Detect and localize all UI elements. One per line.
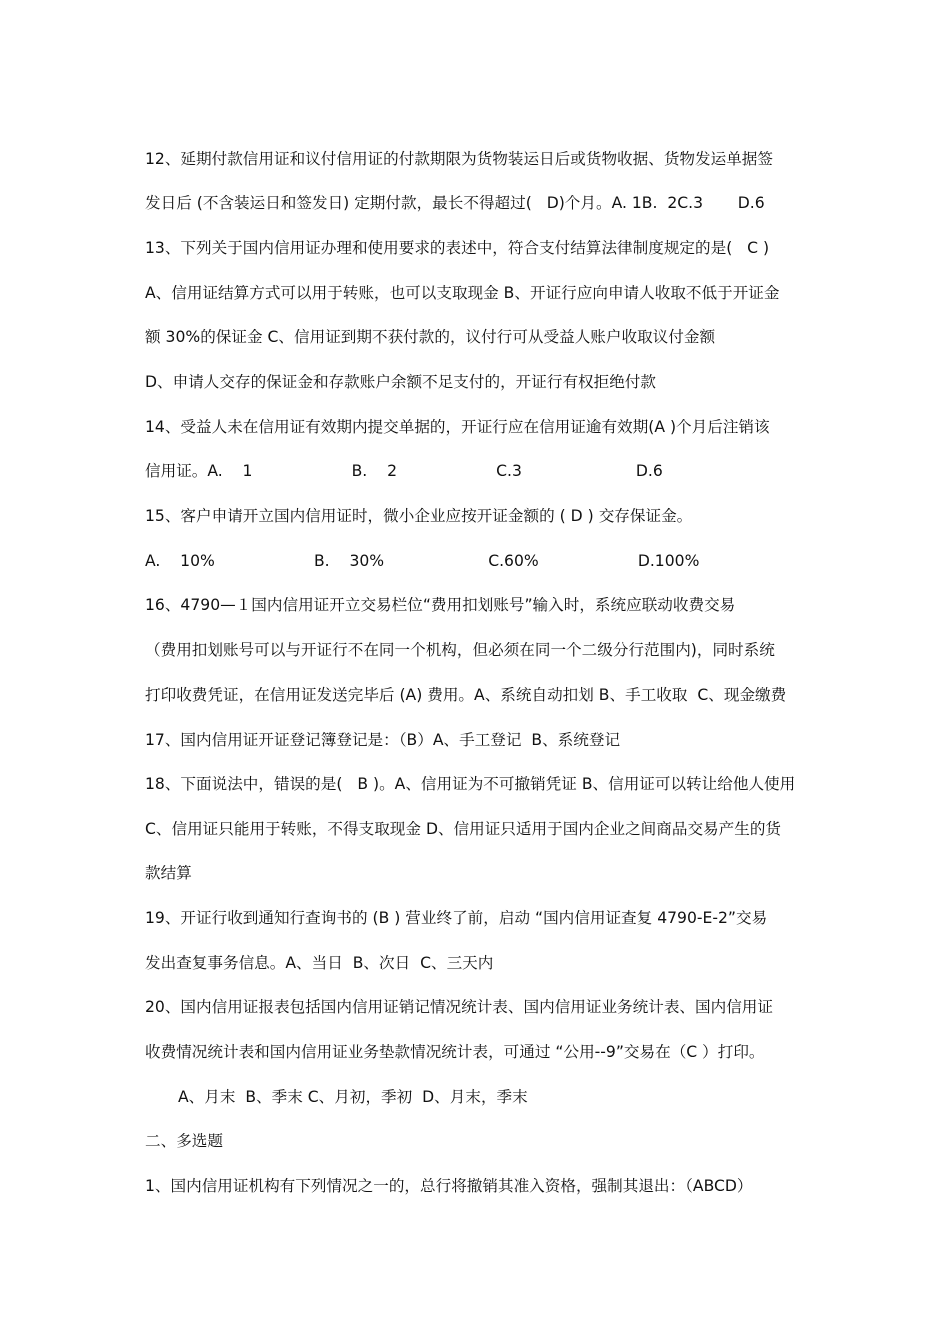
text-line-q18-a: 18、下面说法中，错误的是( B )。A、信用证为不可撤销凭证 B、信用证可以转让给他人使用 xyxy=(145,775,796,793)
text-line-q15-b: A. 10% B. 30% C.60% D.100% xyxy=(145,552,700,570)
text-line-q15-a: 15、客户申请开立国内信用证时，微小企业应按开证金额的 ( D ) 交存保证金。 xyxy=(145,507,693,525)
text-line-q12-b: 发日后 (不含装运日和签发日) 定期付款，最长不得超过( D)个月。A. 1B. 2C.3 D.6 xyxy=(145,194,765,212)
text-line-q14-b: 信用证。A. 1 B. 2 C.3 D.6 xyxy=(145,462,663,480)
text-line-q17: 17、国内信用证开证登记簿登记是：（B）A、手工登记 B、系统登记 xyxy=(145,731,621,749)
text-line-q16-c: 打印收费凭证，在信用证发送完毕后 (A) 费用。A、系统自动扣划 B、手工收取 C、现金缴费 xyxy=(145,686,787,704)
text-line-q14-a: 14、受益人未在信用证有效期内提交单据的，开证行应在信用证逾有效期(A )个月后注销该 xyxy=(145,418,770,436)
text-line-q18-c: 款结算 xyxy=(145,864,192,882)
text-line-q13-d: D、申请人交存的保证金和存款账户余额不足支付的，开证行有权拒绝付款 xyxy=(145,373,657,391)
text-line-q16-b: （费用扣划账号可以与开证行不在同一个机构，但必须在同一个二级分行范围内)，同时系统 xyxy=(145,641,775,659)
text-line-mc-q1: 1、国内信用证机构有下列情况之一的，总行将撤销其准入资格，强制其退出：（ABCD） xyxy=(145,1177,753,1195)
text-line-q20-a: 20、国内信用证报表包括国内信用证销记情况统计表、国内信用证业务统计表、国内信用证 xyxy=(145,998,773,1016)
text-line-q12-a: 12、延期付款信用证和议付信用证的付款期限为货物装运日后或货物收据、货物发运单据签 xyxy=(145,150,773,168)
text-line-q19-a: 19、开证行收到通知行查询书的 (B ) 营业终了前，启动 “国内信用证查复 4790-E-2”交易 xyxy=(145,909,768,927)
text-line-q13-a: 13、下列关于国内信用证办理和使用要求的表述中，符合支付结算法律制度规定的是( C ) xyxy=(145,239,770,257)
text-line-q13-b: A、信用证结算方式可以用于转账，也可以支取现金 B、开证行应向申请人收取不低于开证金 xyxy=(145,284,780,302)
text-line-q19-b: 发出查复事务信息。A、当日 B、次日 C、三天内 xyxy=(145,954,494,972)
text-line-q13-c: 额 30%的保证金 C、信用证到期不获付款的，议付行可从受益人账户收取议付金额 xyxy=(145,328,716,346)
text-line-q16-a: 16、4790—１国内信用证开立交易栏位“费用扣划账号”输入时，系统应联动收费交易 xyxy=(145,596,736,614)
section-heading-multiple-choice: 二、多选题 xyxy=(145,1132,223,1150)
text-line-q18-b: C、信用证只能用于转账，不得支取现金 D、信用证只适用于国内企业之间商品交易产生的货 xyxy=(145,820,782,838)
text-line-q20-options: A、月末 B、季末 C、月初，季初 D、月末，季末 xyxy=(178,1088,528,1106)
text-line-q20-b: 收费情况统计表和国内信用证业务垫款情况统计表，可通过 “公用--9”交易在（C ）打印。 xyxy=(145,1043,765,1061)
